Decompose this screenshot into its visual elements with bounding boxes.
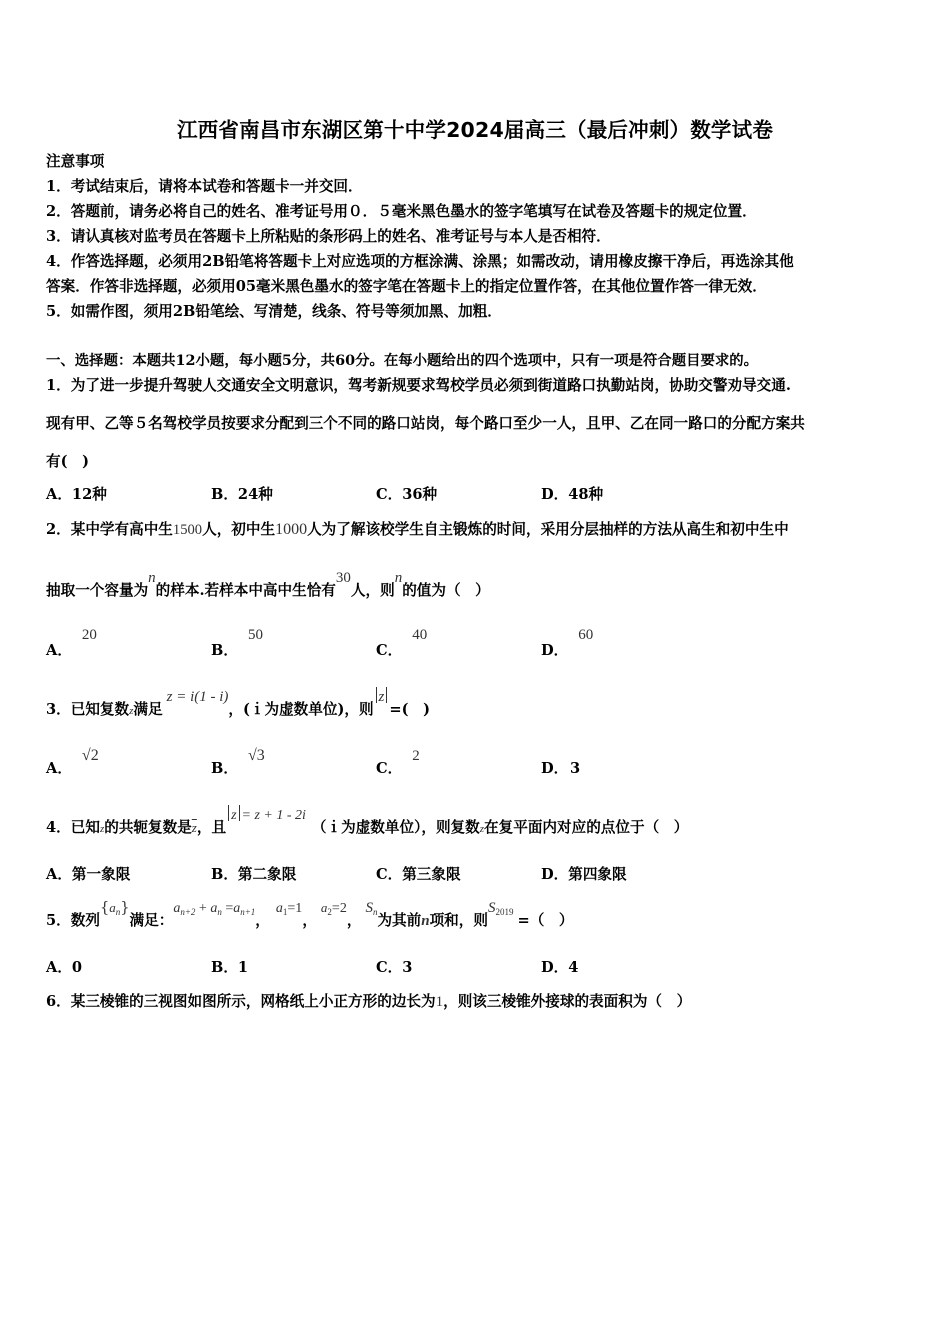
q1-option-a: A．12种 [46,486,107,503]
q5-var-n: n [421,913,430,929]
q5-text: ， [302,912,317,929]
q5-text: 5．数列 [46,912,100,929]
q2-option-label: D． [541,642,569,659]
q6-text-line [46,992,691,1012]
q1-text-line: 有( ) [46,453,89,470]
q5-text: ， [255,912,270,929]
q4-text: 4．已知 [46,819,100,836]
q4-var-z: z [99,823,105,835]
q2-option-value: 40 [412,627,428,643]
q4-text-line [46,808,689,839]
q5-S2019: S [487,900,496,916]
q4-option-a: A．第一象限 [46,866,131,883]
q2-text-line [46,520,789,540]
q2-var-n: n [148,570,156,586]
q5-option-a: A．0 [46,959,83,976]
q3-var-z: z [129,705,134,717]
q1-option-d: D．48种 [541,486,604,503]
q2-option-value: 20 [81,627,97,643]
q4-var-z: z [479,823,485,835]
notice-item: 4．作答选择题，必须用2B铅笔将答题卡上对应选项的方框涂满、涂黑；如需改动，请用橡皮擦干净后，再选涂其他 [46,253,794,270]
q5-recurrence: a [173,901,181,916]
q3-option-value: 2 [412,748,420,764]
q3-text: 3．已知复数 [46,701,130,718]
q3-option-value: √3 [247,747,265,764]
q3-text: 满足 [133,701,163,718]
q5-text-line: 5．数列$\{a_n\}$满足：$a_{n+2} + a_n =a_{n+1}$，$a_1=1$，$a_2=2$，$S_n$为其前n项和，则$S_{2019}$ =（ ） [46,899,574,929]
q3-option-label: C． [376,760,403,777]
q3-text: =( ) [389,701,431,718]
q1-option-c: C．36种 [376,486,438,503]
q5-S: S [365,900,373,916]
q2-high-count: 1500 [172,522,203,538]
q6-text: ，则该三棱锥外接球的表面积为（ ） [443,993,692,1010]
q5-a1: a [275,901,283,916]
q4-text: 在复平面内对应的点位于（ ） [484,819,689,836]
q5-text: 项和，则 [429,912,488,929]
q2-option-value: 60 [578,627,594,643]
q5-text: =（ ） [517,912,574,929]
notice-item: 2．答题前，请务必将自己的姓名、准考证号用０．５毫米黑色墨水的签字笔填写在试卷及答题卡的规定位置． [46,203,757,220]
q2-option-label: A． [46,642,72,659]
q5-a1-value: =1 [287,901,303,916]
q3-option-label: A． [46,760,72,777]
q3-option-b [211,747,265,779]
q3-option-label: B． [211,760,238,777]
q4-text: ，且 [196,819,227,836]
q4-option-c: C．第三象限 [376,866,461,883]
q3-option-d: D． [541,760,569,777]
q6-value: 1 [435,994,444,1010]
q5-seq-sub: n [115,907,121,917]
q5-text: ， [346,912,362,929]
q2-text-line [46,570,490,601]
q3-option-c [376,748,420,779]
q2-option-a [46,627,97,661]
q6-text: 6．某三棱锥的三视图如图所示，网格纸上小正方形的边长为 [46,993,436,1010]
q2-option-label: C． [376,642,403,659]
q2-option-b [211,627,263,661]
q5-S2019-sub: 2019 [495,907,514,917]
q5-text: 为其前 [377,912,422,929]
q2-sample-count: 30 [335,570,351,586]
notice-item: 3．请认真核对监考员在答题卡上所粘贴的条形码上的姓名、准考证号与本人是否相符． [46,228,611,245]
q3-option-a [46,747,99,779]
q5-option-b: B．1 [211,959,249,976]
q4-text: （ｉ为虚数单位），则复数 [311,819,480,836]
q5-S-sub: n [372,907,378,917]
q4-conjugate-z: $\overline{z}$ [191,820,197,835]
q1-text-line: 现有甲、乙等５名驾校学员按要求分配到三个不同的路口站岗，每个路口至少一人，且甲、乙在同一路口的分配方案共 [46,415,805,432]
q2-text: 抽取一个容量为 [46,582,149,599]
q2-text: 的样本.若样本中高中生恰有 [155,582,336,599]
q5-seq: a [109,900,116,915]
page-title: 江西省南昌市东湖区第十中学2024届高三（最后冲刺）数学试卷 [176,118,774,142]
q2-text: 2．某中学有高中生 [46,521,173,538]
notice-item: 1．考试结束后，请将本试卷和答题卡一并交回． [46,178,363,195]
q3-option-d-value: 3 [570,760,581,777]
q2-option-label: B． [211,642,238,659]
q2-text: 人，则 [350,582,395,599]
q5-a2: a [320,900,328,915]
q4-equation: = z + 1 - 2i [241,808,306,823]
q2-text: 人，初中生 [202,521,276,538]
q5-a2-value: =2 [331,901,347,916]
q1-option-b: B．24种 [211,486,273,503]
q4-option-d: D．第四象限 [541,866,627,883]
notice-item: 5．如需作图，须用2B铅笔绘、写清楚，线条、符号等须加黑、加粗． [46,303,502,320]
q2-option-d [541,627,594,661]
section-heading: 一、选择题：本题共12小题，每小题5分，共60分。在每小题给出的四个选项中，只有一项是符合题目要求的。 [46,352,759,369]
notice-heading: 注意事项 [46,153,105,170]
q2-option-value: 50 [247,627,263,643]
q2-option-c [376,627,428,661]
q3-abs-z: z [378,689,385,705]
q5-option-d: D．4 [541,959,579,976]
q5-text: 满足： [129,912,174,929]
q2-text: 的值为（ ） [402,582,490,599]
q5-option-c: C．3 [376,959,413,976]
q2-var-n: n [394,570,403,586]
q3-equation: z = i(1 - i) [166,689,229,705]
q3-option-value: √2 [81,747,99,764]
notice-item: 答案．作答非选择题，必须用05毫米黑色墨水的签字笔在答题卡上的指定位置作答，在其他位置作答一律无效． [46,278,767,295]
q4-abs-z: z [231,808,237,823]
q3-text-line [46,689,431,721]
q1-text-line: 1．为了进一步提升驾驶人交通安全文明意识，驾考新规要求驾校学员必须到街道路口执勤站岗，协助交警劝导交通. [46,377,791,394]
q3-text: ，(ｉ为虚数单位)，则 [228,701,374,718]
q4-text: 的共轭复数是 [104,819,192,836]
q4-option-b: B．第二象限 [211,866,297,883]
q2-text: 人为了解该校学生自主锻炼的时间，采用分层抽样的方法从高生和初中生中 [307,521,789,538]
q2-mid-count: 1000 [275,521,308,538]
